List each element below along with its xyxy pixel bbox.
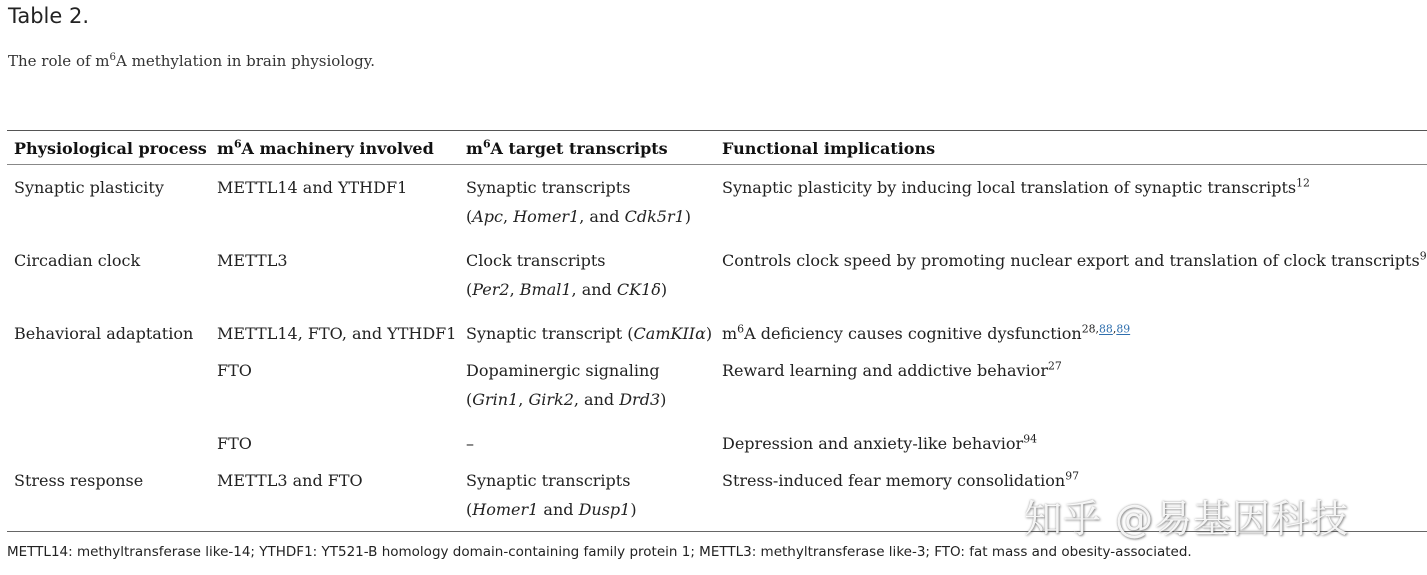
cell-target: Synaptic transcript (CamKIIα) bbox=[466, 324, 713, 343]
caption-text-end: A methylation in brain physiology. bbox=[116, 52, 376, 70]
table-row bbox=[7, 238, 1427, 311]
cell-machinery: METTL3 bbox=[217, 251, 288, 270]
cell-target: Dopaminergic signaling (Grin1, Girk2, and Drd3) bbox=[466, 361, 667, 409]
table-row bbox=[7, 311, 1427, 348]
table-row bbox=[7, 421, 1427, 458]
cell-target: Clock transcripts (Per2, Bmal1, and CK1δ) bbox=[466, 251, 668, 299]
header-target-transcripts: $m^6A$ target transcripts bbox=[466, 137, 668, 158]
cell-implication: Reward learning and addictive behavior$^{27}$ bbox=[722, 359, 1062, 380]
reference-link-88[interactable]: 88 bbox=[1099, 322, 1113, 336]
cell-machinery: METTL3 and FTO bbox=[217, 471, 363, 490]
cell-process: Circadian clock bbox=[14, 251, 141, 270]
cell-implication: $m^6A$ deficiency causes cognitive dysfunction$^{28,88,89}$ bbox=[722, 322, 1131, 343]
cell-implication: Stress-induced fear memory consolidation$^{97}$ bbox=[722, 469, 1080, 490]
cell-process bbox=[7, 421, 210, 458]
caption-text-start: The role of m bbox=[8, 52, 110, 70]
cell-implication: Depression and anxiety-like behavior$^{94}$ bbox=[722, 432, 1038, 453]
cell-process: Synaptic plasticity bbox=[14, 178, 164, 197]
cell-process: Stress response bbox=[14, 471, 144, 490]
table-title: Table 2. bbox=[8, 4, 90, 28]
cell-machinery: FTO bbox=[217, 361, 252, 380]
header-functional-implications: Functional implications bbox=[722, 139, 936, 158]
data-table bbox=[7, 130, 1427, 532]
cell-target: Synaptic transcripts (Apc, Homer1, and Cdk5r1) bbox=[466, 178, 692, 226]
cell-process: Behavioral adaptation bbox=[14, 324, 194, 343]
reference-link-89[interactable]: 89 bbox=[1116, 322, 1131, 336]
watermark: 知乎 @易基因科技 bbox=[1024, 497, 1350, 541]
reference-superscript: 27 bbox=[1047, 359, 1062, 373]
cell-machinery: METTL14 and YTHDF1 bbox=[217, 178, 408, 197]
cell-implication: Controls clock speed by promoting nuclear export and translation of clock transcripts$^9$ bbox=[722, 249, 1427, 270]
reference-superscript: 97 bbox=[1065, 469, 1080, 483]
table-row bbox=[7, 348, 1427, 421]
reference-superscript: 9 bbox=[1419, 249, 1427, 263]
table-caption bbox=[8, 52, 375, 70]
cell-target: Synaptic transcripts (Homer1 and Dusp1) bbox=[466, 471, 637, 519]
header-physiological-process: Physiological process bbox=[14, 139, 207, 158]
table-footnote: METTL14: methyltransferase like-14; YTHDF1: YT521-B homology domain-containing family protein 1; METTL3: methyltransferase like-3; FTO: fat mass and obesity-associated. bbox=[7, 544, 1192, 560]
table-row bbox=[7, 165, 1427, 239]
cell-process bbox=[7, 348, 210, 421]
table-header-row bbox=[7, 131, 1427, 165]
header-machinery: $m^6A$ machinery involved bbox=[217, 137, 434, 158]
cell-target: – bbox=[466, 434, 474, 453]
cell-machinery: FTO bbox=[217, 434, 252, 453]
cell-implication: Synaptic plasticity by inducing local translation of synaptic transcripts$^{12}$ bbox=[722, 176, 1310, 197]
reference-superscript: 28,88,89 bbox=[1081, 322, 1131, 336]
table-container bbox=[7, 130, 1427, 532]
reference-superscript: 94 bbox=[1023, 432, 1038, 446]
caption-superscript: 6 bbox=[109, 52, 117, 63]
cell-machinery: METTL14, FTO, and YTHDF1 bbox=[217, 324, 457, 343]
reference-superscript: 12 bbox=[1296, 176, 1310, 190]
